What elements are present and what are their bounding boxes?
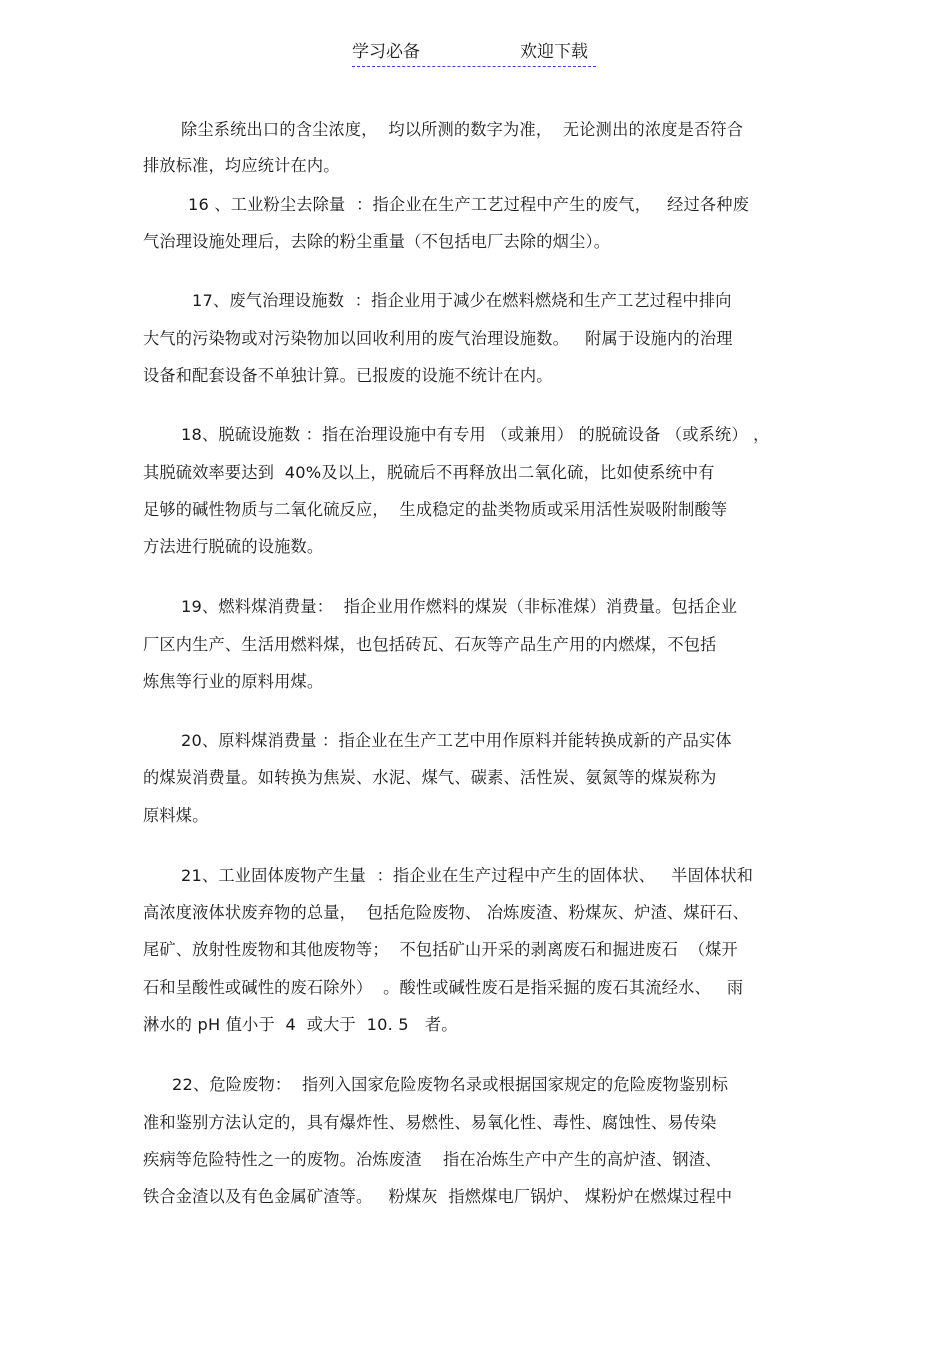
text-line: 石和呈酸性或碱性的废石除外） 。酸性或碱性废石是指采掘的废石其流经水、 雨: [143, 978, 744, 997]
text-line: 其脱硫效率要达到 40%及以上，脱硫后不再释放出二氧化硫，比如使系统中有: [143, 463, 715, 482]
text-line: 足够的碱性物质与二氧化硫反应， 生成稳定的盐类物质或采用活性炭吸附制酸等: [143, 500, 728, 519]
text-line: 疾病等危险特性之一的废物。冶炼废渣 指在冶炼生产中产生的高炉渣、钢渣、: [143, 1150, 722, 1169]
text-line: 19、燃料煤消费量： 指企业用作燃料的煤炭（非标准煤）消费量。包括企业: [181, 597, 738, 616]
page-header: [352, 40, 596, 67]
text-line: 21、工业固体废物产生量 ：指企业在生产过程中产生的固体状、 半固体状和: [181, 866, 754, 885]
text-line: 的煤炭消费量。如转换为焦炭、水泥、煤气、碳素、活性炭、氨氮等的煤炭称为: [143, 768, 717, 787]
text-line: 尾矿、放射性废物和其他废物等； 不包括矿山开采的剥离废石和掘进废石 （煤开: [143, 940, 738, 959]
text-line: 厂区内生产、生活用燃料煤，也包括砖瓦、石灰等产品生产用的内燃煤，不包括: [143, 635, 717, 654]
text-line: 排放标准，均应统计在内。: [143, 156, 340, 175]
text-line: 设备和配套设备不单独计算。已报废的设施不统计在内。: [143, 366, 553, 385]
text-line: 高浓度液体状废弃物的总量， 包括危险废物、 冶炼废渣、粉煤灰、炉渣、煤矸石、: [143, 903, 749, 922]
text-line: 炼焦等行业的原料用煤。: [143, 672, 324, 691]
text-line: 淋水的 pH 值小于 4 或大于 10. 5 者。: [143, 1015, 458, 1034]
text-line: 22、危险废物： 指列入国家危险废物名录或根据国家规定的危险废物鉴别标: [172, 1075, 729, 1094]
text-line: 准和鉴别方法认定的，具有爆炸性、易燃性、易氧化性、毒性、腐蚀性、易传染: [143, 1113, 717, 1132]
text-line: 16 、工业粉尘去除量 ：指企业在生产工艺过程中产生的废气， 经过各种废: [188, 195, 750, 214]
text-line: 原料煤。: [143, 806, 209, 825]
text-line: 17、废气治理设施数 ：指企业用于减少在燃料燃烧和生产工艺过程中排向: [192, 291, 732, 310]
text-line: 气治理设施处理后，去除的粉尘重量（不包括电厂去除的烟尘）。: [143, 232, 611, 251]
text-line: 大气的污染物或对污染物加以回收利用的废气治理设施数。 附属于设施内的治理: [143, 329, 733, 348]
text-line: 18、脱硫设施数 ：指在治理设施中有专用 （或兼用） 的脱硫设备 （或系统） ，: [181, 425, 770, 444]
header-left-text: 学习必备: [352, 42, 420, 62]
text-line: 20、原料煤消费量 ：指企业在生产工艺中用作原料并能转换成新的产品实体: [181, 731, 732, 750]
text-line: 铁合金渣以及有色金属矿渣等。 粉煤灰 指燃煤电厂锅炉、 煤粉炉在燃煤过程中: [143, 1187, 733, 1206]
text-line: 方法进行脱硫的设施数。: [143, 537, 324, 556]
header-right-text: 欢迎下载: [520, 42, 588, 62]
text-line: 除尘系统出口的含尘浓度， 均以所测的数字为准， 无论测出的浓度是否符合: [181, 120, 744, 139]
